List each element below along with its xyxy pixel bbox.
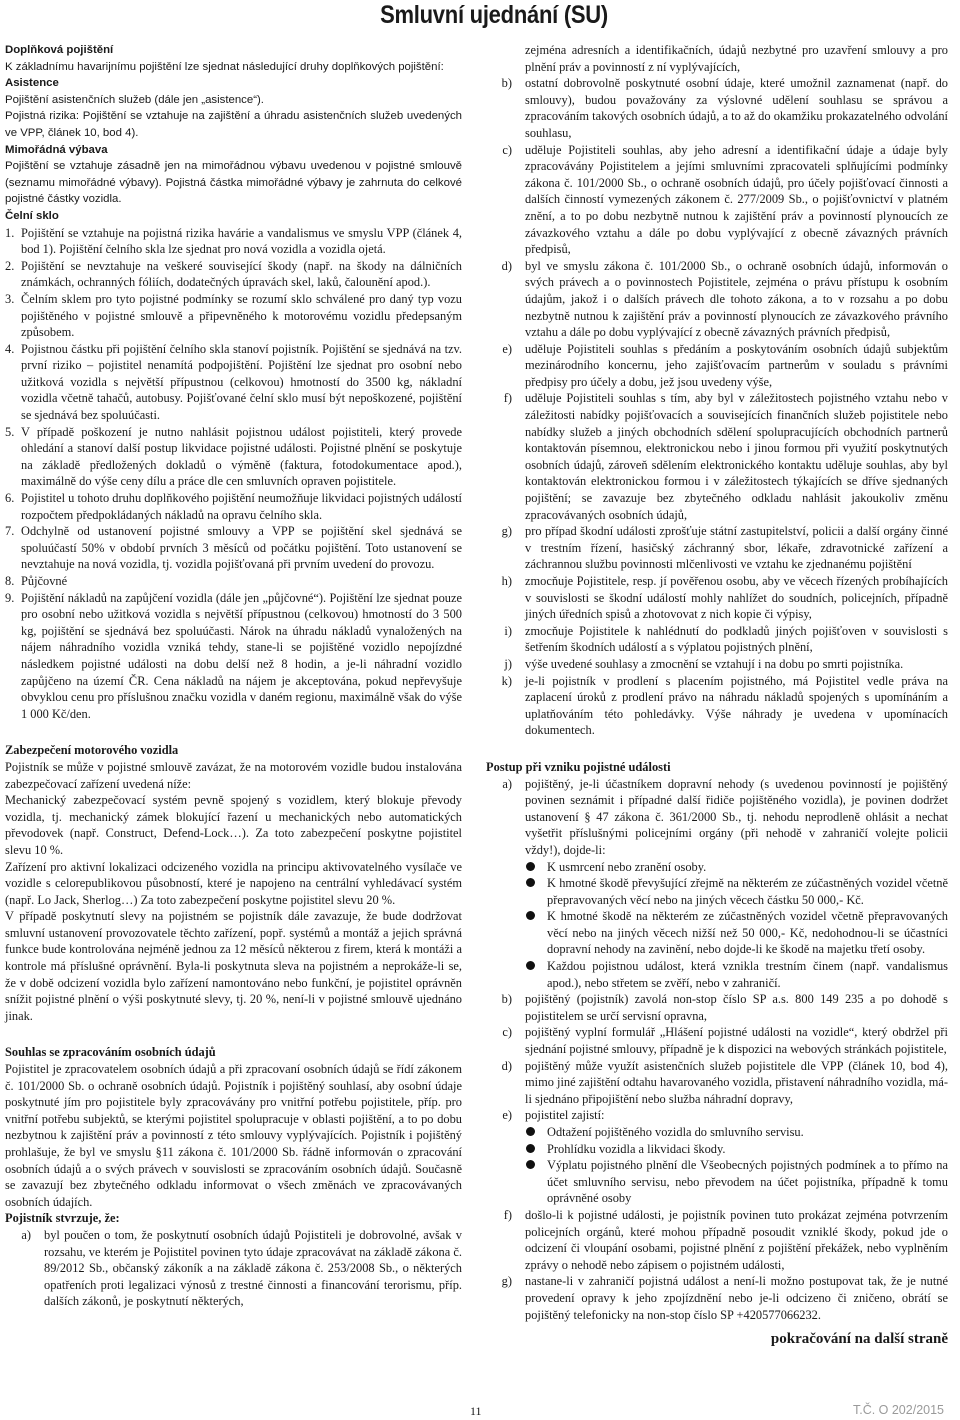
item-text: uděluje Pojistiteli souhlas s předáním a poskytováním osobních údajů subjektům mezinárodního koncernu, jeho zajišťovacím partnerům v souladu s právními předpisy pro účely a dobu, jež jsou uvedeny výše, bbox=[525, 341, 948, 389]
item-text: pojištěný (pojistník) zavolá non-stop číslo SP a.s. 800 149 235 a po dohodě s pojistitelem se určí servisní opravna, bbox=[525, 992, 948, 1023]
bullet-item bbox=[486, 1157, 948, 1207]
item-text: výše uvedené souhlasy a zmocnění se vztahují i na dobu po smrti pojistníka. bbox=[525, 656, 904, 671]
zabezpeceni-p2: Mechanický zabezpečovací systém pevně spojený s vozidlem, který blokuje převody vozidla, tj. mechanický zámek blokující řazení u mechanických nebo automatických převodovek (např. Construct, Defend-Lock…). Za toto zabezpečení poskytne pojistitel slevu 10 %. bbox=[5, 793, 462, 857]
item-text: Půjčovné bbox=[21, 574, 68, 588]
section-title-stvrzuje: Pojistník stvrzuje, že: bbox=[5, 1211, 120, 1226]
list-item bbox=[486, 258, 948, 341]
item-letter: f) bbox=[503, 1207, 512, 1222]
item-text: Pojištění se vztahuje na pojistná rizika havárie a vandalismus ve smyslu VPP (článek 4, bod 1). Pojištění čelního skla lze sjednat pro nová vozidla a vozidla ojetá. bbox=[21, 225, 462, 257]
section-title-mimoradna: Mimořádná výbava bbox=[5, 143, 108, 156]
bullet-item bbox=[486, 958, 948, 991]
left-column bbox=[5, 42, 462, 1310]
zabezpeceni-p3: Zařízení pro aktivní lokalizaci odcizeného vozidla na principu aktivovatelného vysílače ve vozidle s celorepublikovou působností, které je napojeno na centrální vyhledávací systém (např. Lo Jack, Sherlog…) Za toto zabezpečení poskytne pojistitel slevu 20 %. bbox=[5, 859, 462, 907]
item-letter: c) bbox=[502, 1025, 512, 1040]
item-number: 7. bbox=[5, 524, 15, 539]
item-text: uděluje Pojistiteli souhlas s tím, aby byl v záležitostech pojistného vztahu nebo v záležitosti nabídky pojišťovacích a souvisejících finančních služeb pojistitele nebo nabídky služeb a jiných obchodních sdělení spolupracujících obchodních partnerů kontaktován písemnou, elektronickou nebo i jinou formou při využití poskytnutých osobních údajů, zároveň sdělením elektronického kontaktu uděluje souhlas, aby byl kontaktován elektronickou formou i v záležitostech týkajících se dříve sjednaných pojištění; se zavazuje bez zbytečného odkladu nahlásit jakoukoliv změnu zpracovávaných osobních údajů, bbox=[525, 391, 948, 522]
list-item bbox=[486, 390, 948, 523]
item-text: Pojištění se nevztahuje na veškeré související škody (např. na škody na dálničních známkách, ochranných fóliích, dodatečných úpravách skel, laků, čalounění apod.). bbox=[21, 258, 462, 290]
bullet-icon bbox=[526, 1124, 547, 1141]
list-item bbox=[486, 341, 948, 391]
item-text: pojištěný může využít asistenčních služeb pojistitele dle VPP (článek 10, bod 4), mimo jiné zajištění odtahu havarovaného vozidla, přistavení náhradního vozidla, má-li sjednáno připojištění nebo služba náhradní dopravy, bbox=[525, 1058, 948, 1106]
item-number: 6. bbox=[5, 491, 15, 506]
item-number: 8. bbox=[5, 574, 15, 588]
doplnkova-intro: K základnímu havarijnímu pojištění lze sjednat následující druhy doplňkových pojištění: bbox=[5, 60, 444, 73]
item-text: došlo-li k pojistné události, je pojistník povinen tuto prokázat zejména potvrzením policejních orgánů, které mohou případně posoudit vzniklé škody, pokud jde o odcizení či vloupání osobami, pojistné plnění z pojištění překážek, nebo vyplněním zprávy o nehodě nebo zápisem o pojistném události, bbox=[525, 1207, 948, 1272]
list-item bbox=[5, 573, 462, 590]
page-title: Smluvní ujednání (SU) bbox=[380, 1, 608, 29]
item-letter: h) bbox=[501, 574, 512, 588]
list-item bbox=[486, 1207, 948, 1273]
list-item bbox=[5, 424, 462, 490]
item-number: 4. bbox=[5, 341, 15, 356]
item-text: zmocňuje Pojistitele, resp. jí pověřenou osobu, aby ve věcech řízených probíhajících v souvislosti se škodní událostí mohly nahlížet do soudních, policejních, případně jiných úředních spisů a zhotovovat z nich kopie či výpisy, bbox=[525, 574, 948, 622]
list-item bbox=[486, 573, 948, 623]
zabezpeceni-p4: V případě poskytnutí slevy na pojistném se pojistník dále zavazuje, že bude dodržovat smluvní ustanovení provozovatele těchto zařízení, popř. systémů a montáž a jejich správná funkce bude kontrolována nejméně jednou za 12 měsíců některou z firem, která k montáži a kontrole má příslušné oprávnění. Byla-li poskytnuta sleva na pojistném a neprokáže-li se, že v době odcizení vozidla bylo zařízení namontováno nebo funkční, je pojistitel oprávněn snížit pojistné plnění o výši poskytnuté slevy, tj. 20 %, není-li v pojistné smlouvě ujednáno jinak. bbox=[5, 909, 462, 1023]
list-item bbox=[486, 142, 948, 258]
list-item bbox=[5, 490, 462, 523]
bullet-item bbox=[486, 859, 948, 876]
item-text: Pojištění nákladů na zapůjčení vozidla (dále jen „půjčovné“). Pojištění lze sjednat pouze pro osobní nebo užitková vozidla s největší přípustnou (celkovou) hmotností do 3 500 kg, pojištění se sjednává bez spoluúčasti. Nárok na úhradu nákladů vynaložených na nájem náhradního vozidla vzniká tehdy, stane-li se pojištěné vozidlo nepojízdné následkem pojistné události na dobu delší než 8 hodin, a je-li náhradní vozidlo zapůjčeno na území ČR. Cena nákladů na nájem je akceptována, pokud nepřevyšuje obvyklou cenu pro příslušnou značku vozidla v daném regionu, maximálně však do výše 1 000 Kč/den. bbox=[21, 590, 462, 721]
bullet-item bbox=[486, 875, 948, 908]
item-text: zmocňuje Pojistitele k nahlédnutí do podkladů jiných pojišťoven v souvislosti s šetřením škodních událostí a s výplatou pojistných plnění, bbox=[525, 623, 948, 655]
continue-note: pokračování na další straně bbox=[770, 1331, 948, 1348]
right-column bbox=[486, 42, 948, 1348]
item-number: 3. bbox=[5, 291, 15, 306]
list-item bbox=[486, 1024, 948, 1057]
zabezpeceni-p1: Pojistník se může v pojistné smlouvě zavázat, že na motorovém vozidle budou instalována zabezpečovací zařízení uvedená níže: bbox=[5, 759, 462, 791]
list-item bbox=[486, 523, 948, 573]
item-letter: f) bbox=[503, 391, 512, 406]
list-item bbox=[486, 673, 948, 739]
mimoradna-text: Pojištění se vztahuje zásadně jen na mimořádnou výbavu uvedenou v pojistné smlouvě (seznamu mimořádné výbavy). Pojistná částka mimořádné výbavy je zahrnuta do celkové pojistné částky vozidla. bbox=[5, 160, 462, 206]
bullet-item bbox=[486, 1124, 948, 1141]
item-text: Čelním sklem pro tyto pojistné podmínky se rozumí sklo schválené pro daný typ vozu pojištěného v pojistné smlouvě a připevněného k motorovému vozidlu předepsaným způsobem. bbox=[21, 291, 462, 340]
list-item bbox=[486, 75, 948, 141]
item-letter: e) bbox=[502, 341, 512, 356]
list-item bbox=[486, 776, 948, 859]
item-text: uděluje Pojistiteli souhlas, aby jeho adresní a identifikační údaje a údaje byly zpracovávány Pojistitelem a jejími smluvními zpracovateli splňujícími podmínky zákona č. 101/2000 Sb., o ochraně osobních údajů, pro účely pojišťovací činnosti a dalších činností vymezených zákonem č. 277/2009 Sb., o pojišťovnictví v platném znění, a to po dobu nezbytně nutnou k zajištění práv a povinností plynoucích ze závazkového vztahu a dále po dobu vyplývající z obecně závazných právních předpisů, bbox=[525, 142, 948, 257]
item-text: pro případ škodní události zprošťuje státní zastupitelství, policii a další orgány činné v trestním řízení, hasičský záchranný sbor, lékaře, zdravotnické zařízení a záchrannou službu povinnosti mlčenlivosti ve vztahu ke zjednanému pojištění bbox=[525, 524, 948, 572]
list-item bbox=[5, 523, 462, 573]
item-number: 1. bbox=[5, 225, 15, 240]
document-code: T.Č. O 202/2015 bbox=[852, 1403, 944, 1417]
list-item bbox=[486, 1107, 948, 1124]
list-item bbox=[486, 1058, 948, 1108]
bullet-text: Každou pojistnou událost, která vznikla trestním činem (např. vandalismus apod.), nebo střetem se zvěří, nebo v zahraničí. bbox=[547, 959, 948, 990]
section-title-doplnkova: Doplňková pojištění bbox=[5, 44, 114, 56]
bullet-text: Výplatu pojistného plnění dle Všeobecných pojistných podmínek a to přímo na účet smluvního servisu, nebo převodem na účet pojistníka, případně k tomu oprávněné osoby bbox=[547, 1158, 948, 1206]
item-letter: c) bbox=[502, 142, 512, 157]
bullet-icon bbox=[526, 1141, 547, 1158]
section-title-souhlas: Souhlas se zpracováním osobních údajů bbox=[5, 1045, 216, 1060]
item-text: pojištěný vyplní formulář „Hlášení pojistné události na vozidle“, který obdržel při sjednání pojistné smlouvy, případně je k dispozici na webových stránkách pojistitele, bbox=[525, 1025, 948, 1057]
item-letter: b) bbox=[501, 992, 512, 1007]
list-item bbox=[486, 623, 948, 656]
item-letter: j) bbox=[504, 656, 512, 671]
item-text: Odchylně od ustanovení pojistné smlouvy a VPP se pojištění skel sjednává se spoluúčastí 50% v období prvních 3 měsíců od počátku pojištění. Toto ustanovení se nevztahuje na nová vozidla, tj. vozidla pojišťovaná při prvním uvedení do provozu. bbox=[21, 524, 462, 572]
bullet-text: Prohlídku vozidla a likvidaci škody. bbox=[547, 1141, 726, 1156]
item-letter: d) bbox=[501, 258, 512, 273]
list-item bbox=[5, 1227, 462, 1310]
bullet-text: K hmotné škodě převyšující zřejmě na některém ze zúčastněných vozidel včetně přepravovaných věcí nebo na jiných věcech částku 50 000,- Kč. bbox=[547, 876, 948, 907]
item-letter: b) bbox=[501, 76, 512, 91]
bullet-text: K usmrcení nebo zranění osoby. bbox=[547, 859, 707, 874]
item-text: byl ve smyslu zákona č. 101/2000 Sb., o ochraně osobních údajů, informován o svých právech a o povinnostech Pojistitele, zejména o právu přístupu k osobním údajům, jakož i o dalších právech dle tohoto zákona, a to v rozsahu a po dobu nezbytně nutnou k zajištění práv a povinností plynoucích ze závazkového právního vztahu a dále po dobu vyplývající z obecně závazných právních předpisů, bbox=[525, 258, 948, 340]
item-text: ostatní dobrovolně poskytnuté osobní údaje, které umožnil zaznamenat (např. do smlouvy), budou považovány za výslovné udělení souhlasu se správou a zpracováním takových osobních údajů, a to až do okamžiku prokazatelného odvolání souhlasu, bbox=[525, 76, 948, 140]
list-item bbox=[5, 291, 462, 341]
list-item bbox=[5, 225, 462, 258]
bullet-icon bbox=[526, 1157, 547, 1207]
item-letter: d) bbox=[501, 1058, 512, 1073]
item-text: byl poučen o tom, že poskytnutí osobních údajů Pojistiteli je dobrovolné, avšak v rozsahu, ve kterém je Pojistitel povinen tyto údaje zpracovávat na základě zákona č. 89/2012 Sb., občanský zákoník a na základě zákona č. 253/2008 Sb., o některých opatřeních proti legalizaci výnosů z trestné činnosti a financování terorismu, příp. dalších zákonů, je poskytnutí některých, bbox=[44, 1227, 462, 1309]
bullet-item bbox=[486, 1141, 948, 1158]
item-text: je-li pojistník v prodlení s placením pojistného, má Pojistitel vedle práva na zaplacení úroků z prodlení právo na náhradu nákladů spojených s upomínáním a uplatňováním této pohledávky. Výše náhrady je uvedena v upomínacích dokumentech. bbox=[525, 673, 948, 738]
item-text: zejména adresních a identifikačních, údajů nezbytné pro uzavření smlouvy a pro plnění práv a povinností z ní vyplývajících, bbox=[525, 43, 948, 74]
asistence-p1: Pojištění asistenčních služeb (dále jen „asistence“). bbox=[5, 93, 264, 106]
page-number: 11 bbox=[470, 1404, 482, 1418]
item-text: pojistitel zajistí: bbox=[525, 1108, 605, 1123]
list-item bbox=[486, 656, 948, 673]
list-item bbox=[5, 590, 462, 723]
bullet-icon bbox=[526, 958, 547, 991]
souhlas-text: Pojistitel je zpracovatelem osobních údajů a při zpracovaní osobních údajů se řídí zákonem č. 101/2000 Sb. o ochraně osobních údajů. Pojistník i pojištěný souhlasí, aby osobní údaje poskytnuté jím pro pojistitele byly zpracovávány pro vnitřní potřebu pojistitele, příp. pro vnitřní potřebu subjektů, se kterými pojistitel spolupracuje v oblasti pojištění, a to po dobu nezbytnou k zajištění práv a povinností z této smlouvy vyplývajících. Pojistník i pojištěný prohlašuje, že byl ve smyslu §11 zákona č. 101/2000 Sb. řádně informován o zpracování osobních údajů a o svých právech v souvislosti se zpracováním osobních údajů. Současně se zavazují bez zbytečného odkladu informovat o všech změnách ve zpracovávaných osobních údajích. bbox=[5, 1062, 462, 1209]
item-text: Pojistnou částku při pojištění čelního skla stanoví pojistník. Pojištění se sjednává na tzv. první riziko – pojistitel nenamítá podpojištění. Pojištění lze sjednat pro osobní nebo užitková vozidla s největší přípustnou (celkovou) hmotností do 3500 kg, nákladní vozidla včetně tahačů, autobusy. Pojišťované čelní sklo musí být nepoškozené, pojištění se sjednává bez spoluúčasti. bbox=[21, 341, 462, 423]
section-title-celni: Čelní sklo bbox=[5, 209, 59, 222]
section-title-zabezpeceni: Zabezpečení motorového vozidla bbox=[5, 743, 179, 758]
item-letter: e) bbox=[502, 1108, 512, 1123]
celni-list bbox=[5, 225, 462, 723]
item-letter: g) bbox=[501, 1274, 512, 1289]
item-number: 9. bbox=[5, 590, 15, 605]
item-letter: i) bbox=[504, 623, 512, 638]
list-item bbox=[5, 341, 462, 424]
item-letter: a) bbox=[21, 1227, 31, 1242]
asistence-p2: Pojistná rizika: Pojištění se vztahuje na zajištění a úhradu asistenčních služeb uvedených ve VPP, článek 10, bod 4). bbox=[5, 110, 462, 139]
item-letter: k) bbox=[501, 673, 512, 688]
item-text: nastane-li v zahraničí pojistná událost a není-li možno postupovat tak, že je nutné provedení opravy k jeho zpojízdnění nebo je-li odcizeno či zničeno, obrátí se pojištěný telefonicky na non-stop číslo SP +420577066232. bbox=[525, 1274, 948, 1322]
item-letter: a) bbox=[502, 776, 512, 791]
item-text: V případě poškození je nutno nahlásit pojistnou událost pojistiteli, který provede ohledání a stanoví další postup likvidace pojistné události. Pojistné plnění se poskytuje na základě předložených dokladů o výměně (faktura, fotodokumentace apod.), maximálně do výše ceny dílu a práce dle cen smluvních opraven pojistitele. bbox=[21, 424, 462, 489]
item-number: 5. bbox=[5, 424, 15, 439]
bullet-item bbox=[486, 908, 948, 958]
list-item bbox=[486, 991, 948, 1024]
bullet-text: Odtažení pojištěného vozidla do smluvního servisu. bbox=[547, 1125, 804, 1139]
item-text: pojištěný, je-li účastníkem dopravní nehody (s uvedenou povinností je pojištěný povinen seznámit i případné další řidiče pojištěného vozidla), je povinen dodržet ustanovení § 47 zákona č. 361/2000 Sb., tj. nehodu neprodleně ohlásit a nechat vyšetřit příslušnými policejními orgány (při nehodě v zahraničí volejte policii vždy!), dojde-li: bbox=[525, 776, 948, 857]
bullet-text: K hmotné škodě na některém ze zúčastněných vozidel včetně přepravovaných věcí nebo na jiných věcech nižší než 50 000,- Kč, nedohodnou-li se účastníci dopravní nehody na zavinění, nebo dojde-li ke škodě na majetku třetí osoby. bbox=[547, 909, 948, 957]
item-text: Pojistitel u tohoto druhu doplňkového pojištění neumožňuje likvidaci pojistných událostí rozpočtem předpokládaných nákladů na opravu čelního skla. bbox=[21, 491, 462, 522]
list-item bbox=[5, 258, 462, 291]
item-number: 2. bbox=[5, 258, 15, 273]
item-letter: g) bbox=[501, 524, 512, 539]
bullet-icon bbox=[526, 875, 547, 908]
section-title-asistence: Asistence bbox=[5, 77, 59, 90]
bullet-icon bbox=[526, 908, 547, 958]
section-title-postup: Postup při vzniku pojistné události bbox=[486, 759, 671, 774]
bullet-icon bbox=[526, 859, 547, 876]
list-item bbox=[486, 42, 948, 75]
list-item bbox=[486, 1273, 948, 1323]
